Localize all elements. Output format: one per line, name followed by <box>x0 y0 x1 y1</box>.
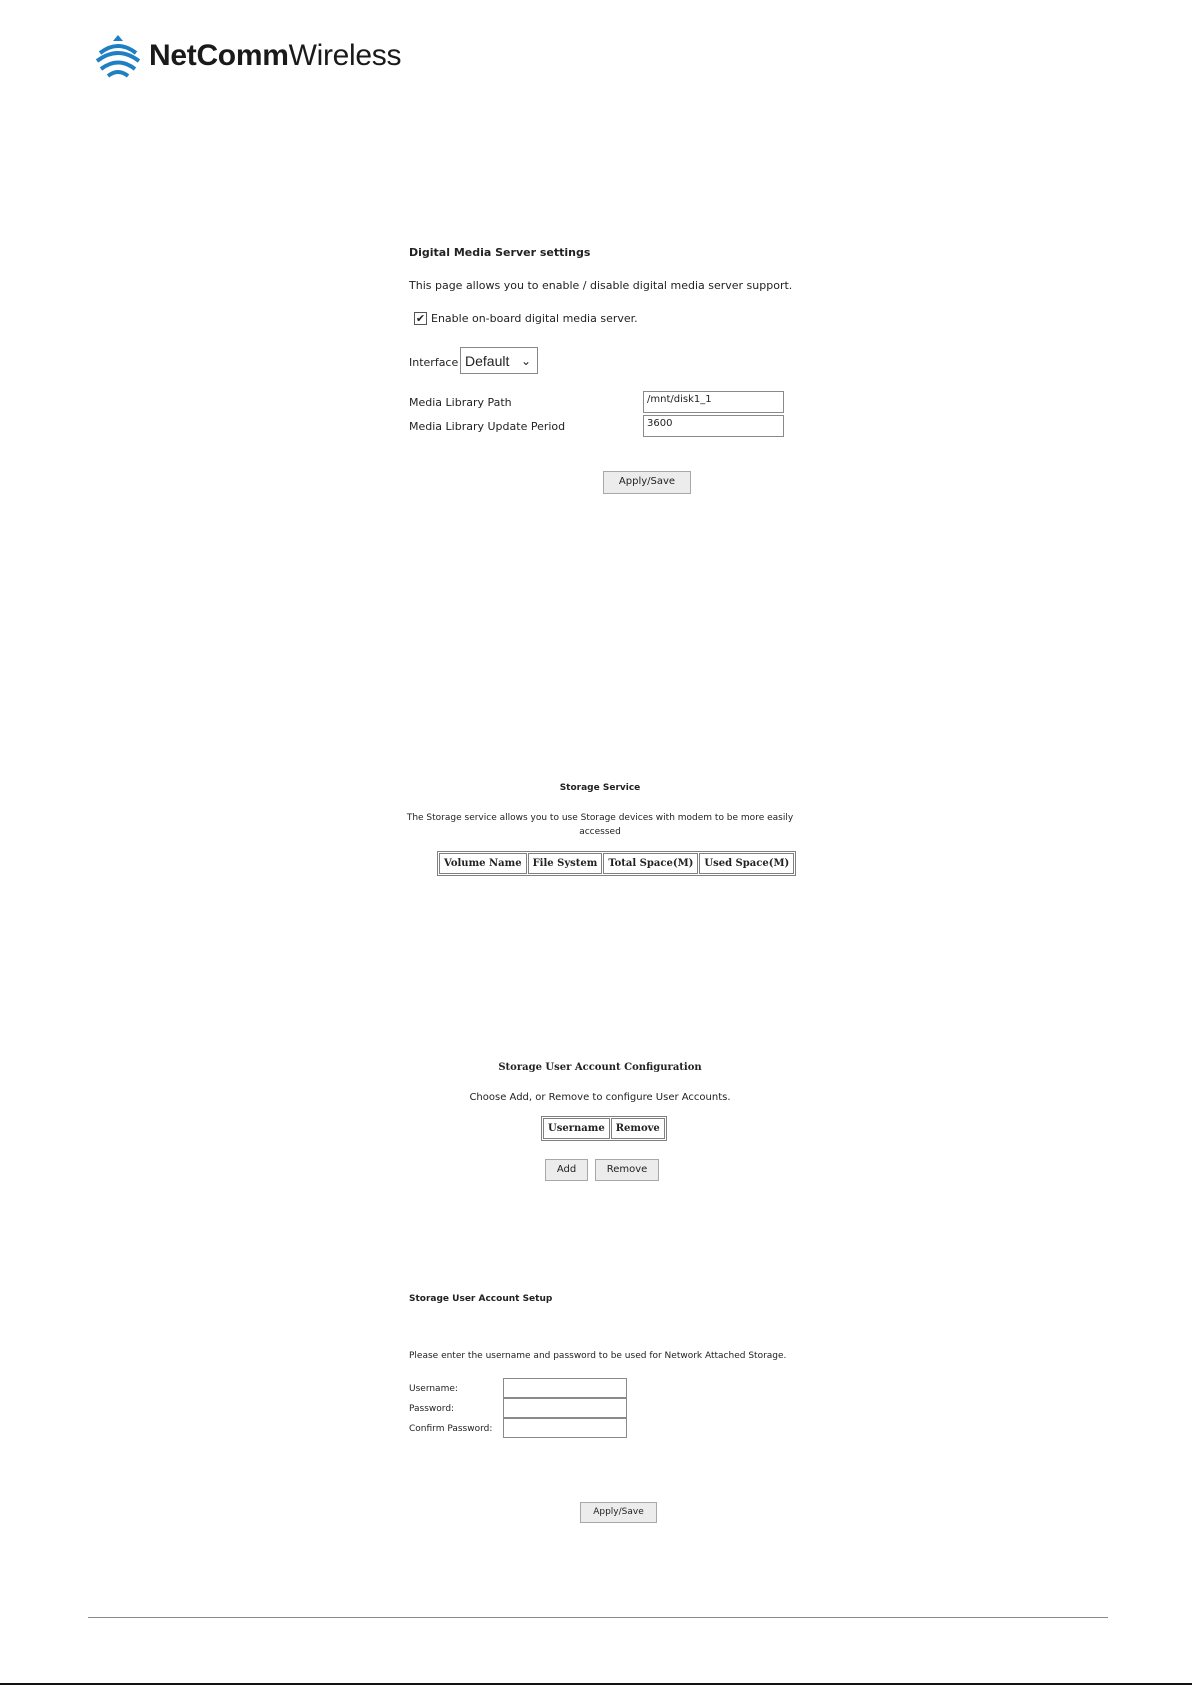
enable-dms-row <box>414 312 638 325</box>
storage-service-description-line1: The Storage service allows you to use Storage devices with modem to be more easily <box>406 813 794 823</box>
storage-volume-table <box>437 851 796 876</box>
setup-apply-save-button[interactable]: Apply/Save <box>580 1502 657 1523</box>
confirm-password-label: Confirm Password: <box>409 1424 493 1434</box>
remove-user-button[interactable]: Remove <box>595 1159 659 1181</box>
library-path-input[interactable]: /mnt/disk1_1 <box>643 391 784 413</box>
password-input[interactable] <box>503 1398 627 1418</box>
table-header-row <box>543 1118 665 1139</box>
user-account-config-title: Storage User Account Configuration <box>498 1062 702 1073</box>
chevron-down-icon: ⌄ <box>520 353 531 368</box>
interface-select-value: Default <box>465 352 510 369</box>
brand-name: NetCommWireless <box>149 39 402 72</box>
password-label: Password: <box>409 1404 455 1414</box>
user-account-table-wrapper <box>541 1116 667 1141</box>
storage-service-title: Storage Service <box>559 783 641 793</box>
confirm-password-input[interactable] <box>503 1418 627 1438</box>
update-period-label: Media Library Update Period <box>409 420 566 433</box>
footer-divider <box>88 1617 1108 1618</box>
user-account-config-description: Choose Add, or Remove to configure User Accounts. <box>469 1092 731 1103</box>
enable-dms-checkbox[interactable]: ✔ <box>415 312 426 325</box>
library-path-label: Media Library Path <box>409 396 512 409</box>
column-header: Remove <box>611 1118 665 1139</box>
storage-service-description <box>404 811 796 839</box>
column-header: Used Space(M) <box>699 853 794 874</box>
brand-logo <box>95 33 401 79</box>
user-account-setup-description: Please enter the username and password to be used for Network Attached Storage. <box>409 1351 787 1361</box>
table-header-row <box>439 853 794 874</box>
column-header: Total Space(M) <box>603 853 698 874</box>
column-header: Username <box>543 1118 610 1139</box>
dms-apply-save-button[interactable]: Apply/Save <box>603 471 691 494</box>
dms-title: Digital Media Server settings <box>409 246 591 259</box>
wifi-logo-icon <box>95 33 141 79</box>
enable-dms-label: Enable on-board digital media server. <box>431 312 638 325</box>
username-label: Username: <box>409 1384 458 1394</box>
user-account-setup-title: Storage User Account Setup <box>409 1294 553 1304</box>
storage-volume-table-wrapper <box>437 851 796 876</box>
add-user-button[interactable]: Add <box>545 1159 588 1181</box>
interface-select[interactable] <box>460 347 538 374</box>
column-header: Volume Name <box>439 853 527 874</box>
column-header: File System <box>528 853 603 874</box>
update-period-input[interactable]: 3600 <box>643 415 784 437</box>
interface-label: Interface <box>409 356 459 369</box>
user-account-table <box>541 1116 667 1141</box>
username-input[interactable] <box>503 1378 627 1398</box>
dms-description: This page allows you to enable / disable digital media server support. <box>409 279 793 292</box>
storage-service-description-line2: accessed <box>579 827 621 837</box>
